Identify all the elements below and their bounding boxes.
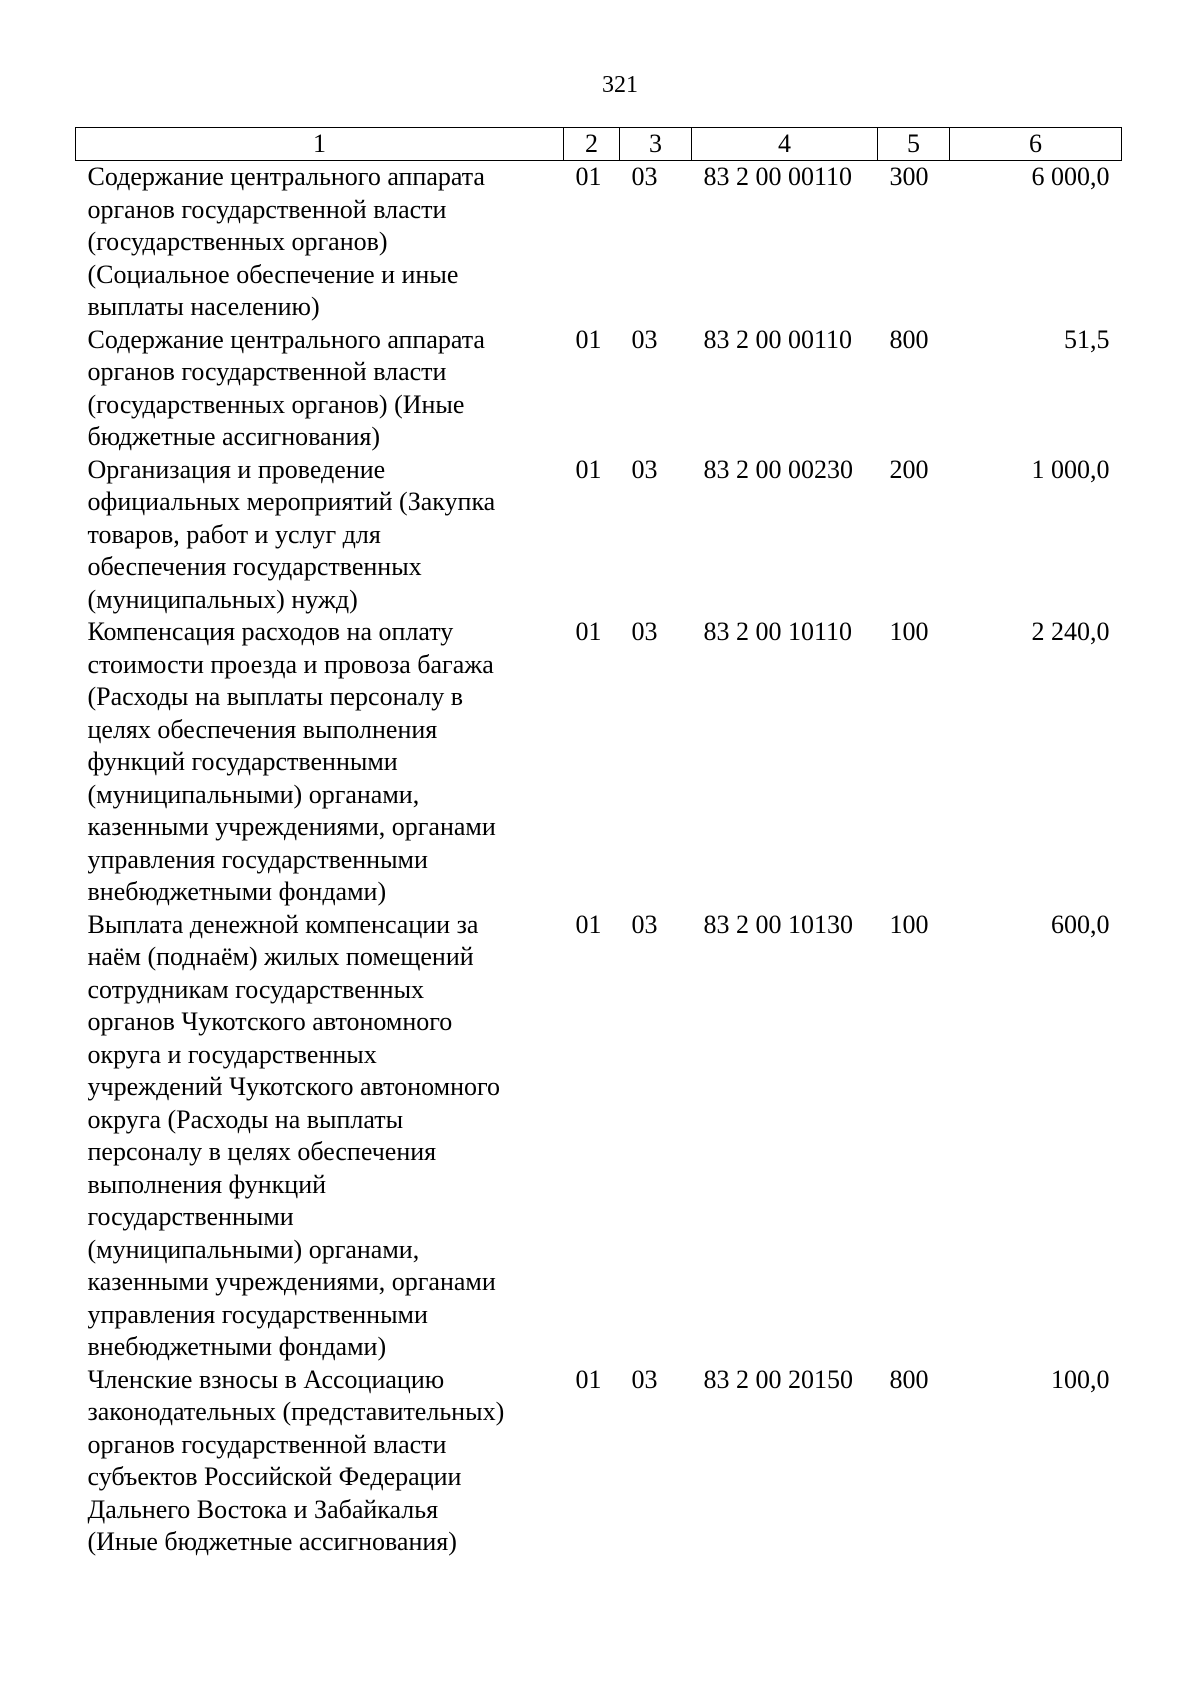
- expense-name-line: Организация и проведение: [87, 454, 386, 484]
- expense-name-line: казенными учреждениями, органами: [87, 1267, 496, 1296]
- table-row: [76, 454, 1122, 617]
- expense-name-line: (государственных органов) (Иные: [87, 389, 465, 419]
- expense-name: [76, 1364, 564, 1559]
- expense-type-code: 200: [889, 454, 929, 484]
- subsection-code: 03: [631, 454, 658, 484]
- expense-name-line: обеспечения государственных: [87, 552, 422, 581]
- header-col-3: 3: [620, 128, 692, 161]
- expense-name-line: Компенсация расходов на оплату: [87, 617, 454, 646]
- expense-name-line: Дальнего Востока и Забайкалья: [87, 1494, 439, 1524]
- header-col-4: 4: [692, 128, 878, 161]
- expense-name-line: (Иные бюджетные ассигнования): [87, 1527, 457, 1556]
- expense-name-line: сотрудникам государственных: [87, 974, 425, 1004]
- expense-name: [76, 909, 564, 1364]
- expense-type-code: 800: [889, 324, 929, 354]
- target-article-code: 83 2 00 00230: [703, 454, 853, 484]
- expense-name-line: наём (поднаём) жилых помещений: [87, 942, 474, 971]
- target-article-code: 83 2 00 10110: [703, 617, 853, 646]
- amount-value: 100,0: [1051, 1364, 1110, 1394]
- expense-name-line: Содержание центрального аппарата: [87, 162, 485, 191]
- section-code: 01: [575, 162, 602, 191]
- expense-type-code: 100: [889, 617, 929, 646]
- expense-name-line: Членские взносы в Ассоциацию: [87, 1364, 445, 1394]
- table-row: [76, 1364, 1122, 1559]
- section-code: 01: [575, 617, 602, 646]
- header-col-5: 5: [878, 128, 950, 161]
- expense-name-line: округа (Расходы на выплаты: [87, 1104, 404, 1134]
- expense-name-line: управления государственными: [87, 1299, 428, 1329]
- expense-name-line: (государственных органов): [87, 227, 388, 256]
- expense-name-line: Выплата денежной компенсации за: [87, 909, 479, 939]
- expense-name-line: персоналу в целях обеспечения: [87, 1137, 437, 1166]
- expense-name-line: (Социальное обеспечение и иные: [87, 259, 459, 289]
- expense-name-line: (Расходы на выплаты персоналу в: [87, 682, 464, 711]
- header-row: [76, 128, 1122, 161]
- table-body: [76, 161, 1122, 1559]
- expense-name-line: органов государственной власти: [87, 357, 447, 386]
- expense-name-line: (муниципальными) органами,: [87, 779, 420, 809]
- header-col-1: 1: [76, 128, 564, 161]
- expense-name: [76, 161, 564, 324]
- subsection-code: 03: [631, 1364, 658, 1394]
- budget-table: [75, 127, 1122, 1559]
- table-row: [76, 324, 1122, 454]
- expense-name: [76, 454, 564, 617]
- expense-name: [76, 324, 564, 454]
- expense-name: [76, 616, 564, 909]
- header-col-2: 2: [564, 128, 620, 161]
- section-code: 01: [575, 1364, 602, 1394]
- expense-name-line: органов государственной власти: [87, 194, 447, 224]
- table-header: [76, 128, 1122, 161]
- expense-name-line: органов государственной власти: [87, 1429, 447, 1459]
- expense-name-line: органов Чукотского автономного: [87, 1007, 453, 1036]
- expense-name-line: внебюджетными фондами): [87, 877, 387, 906]
- table-row: [76, 909, 1122, 1364]
- subsection-code: 03: [631, 324, 658, 354]
- expense-type-code: 300: [889, 162, 929, 191]
- expense-name-line: внебюджетными фондами): [87, 1332, 387, 1361]
- expense-type-code: 800: [889, 1364, 929, 1394]
- section-code: 01: [575, 324, 602, 354]
- expense-name-line: целях обеспечения выполнения: [87, 714, 438, 744]
- section-code: 01: [575, 909, 602, 939]
- expense-name-line: (муниципальными) органами,: [87, 1234, 420, 1264]
- expense-name-line: управления государственными: [87, 844, 428, 874]
- expense-name-line: государственными: [87, 1202, 294, 1231]
- target-article-code: 83 2 00 00110: [703, 324, 853, 354]
- expense-name-line: функций государственными: [87, 747, 398, 776]
- expense-name-line: выплаты населению): [87, 292, 320, 321]
- expense-name-line: казенными учреждениями, органами: [87, 812, 496, 841]
- table-row: [76, 616, 1122, 909]
- expense-name-line: стоимости проезда и провоза багажа: [87, 649, 494, 679]
- amount-value: 600,0: [1051, 909, 1110, 939]
- expense-type-code: 100: [889, 909, 929, 939]
- amount-value: 2 240,0: [1031, 617, 1110, 646]
- amount-value: 6 000,0: [1031, 162, 1110, 191]
- expense-name-line: товаров, работ и услуг для: [87, 519, 381, 549]
- amount-value: 51,5: [1064, 324, 1110, 354]
- section-code: 01: [575, 454, 602, 484]
- table-row: [76, 161, 1122, 324]
- expense-name-line: официальных мероприятий (Закупка: [87, 487, 496, 516]
- expense-name-line: бюджетные ассигнования): [87, 422, 381, 451]
- target-article-code: 83 2 00 20150: [703, 1364, 853, 1394]
- subsection-code: 03: [631, 909, 658, 939]
- target-article-code: 83 2 00 10130: [703, 909, 853, 939]
- target-article-code: 83 2 00 00110: [703, 162, 853, 191]
- expense-name-line: округа и государственных: [87, 1039, 377, 1069]
- expense-name-line: (муниципальных) нужд): [87, 584, 358, 614]
- expense-name-line: выполнения функций: [87, 1169, 327, 1199]
- header-col-6: 6: [950, 128, 1122, 161]
- expense-name-line: Содержание центрального аппарата: [87, 324, 485, 354]
- amount-value: 1 000,0: [1031, 454, 1110, 484]
- subsection-code: 03: [631, 617, 658, 646]
- expense-name-line: субъектов Российской Федерации: [87, 1462, 462, 1491]
- expense-name-line: законодательных (представительных): [87, 1397, 505, 1426]
- page-number: 321: [602, 72, 638, 98]
- subsection-code: 03: [631, 162, 658, 191]
- expense-name-line: учреждений Чукотского автономного: [87, 1072, 500, 1101]
